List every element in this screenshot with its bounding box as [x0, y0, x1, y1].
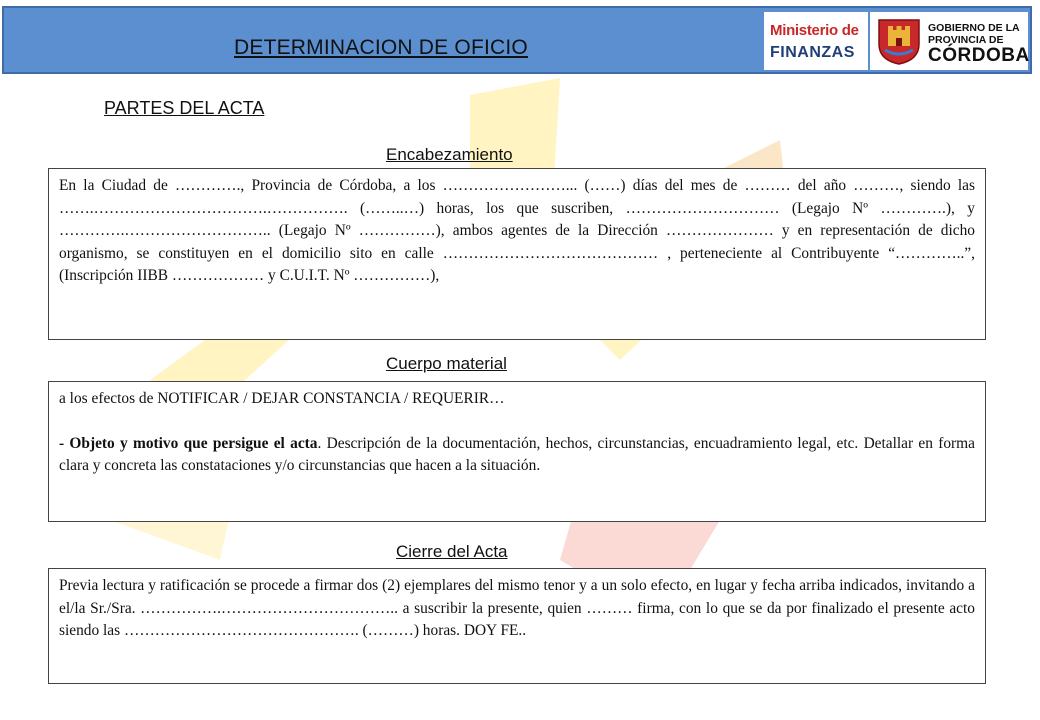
section-title-cuerpo: Cuerpo material	[386, 354, 507, 373]
section-title-cierre: Cierre del Acta	[396, 542, 508, 561]
logo-gobierno-line2: PROVINCIA DE	[928, 34, 1004, 46]
encabezamiento-text: En la Ciudad de …………., Provincia de Córdoba, a los ……………………... (……) días del mes de ……… del año ………, siendo las …….…………………………….……………. (……..…) horas, los que suscriben, ………………………… (Legajo Nº ………….), y ………….……………………….. (Legajo Nº ……………), ambos agentes de la Dirección ………………… y en representación de dicho organismo, se constituyen en el domicilio sito en calle …………………………………… , perteneciente al Contribuyente “…………..”, (Inscripción IIBB ……………… y C.U.I.T. Nº ……………),	[59, 177, 975, 285]
section-title-encabezamiento: Encabezamiento	[386, 145, 513, 164]
cuerpo-line1: a los efectos de NOTIFICAR / DEJAR CONSTANCIA / REQUERIR…	[59, 390, 505, 407]
page-heading: PARTES DEL ACTA	[104, 98, 265, 118]
gobierno-cordoba-logo	[870, 12, 1028, 70]
cierre-box	[48, 568, 986, 684]
logo-ministerio-line1: Ministerio de	[770, 22, 859, 39]
cordoba-shield-icon	[875, 16, 923, 66]
cierre-text: Previa lectura y ratificación se procede a firmar dos (2) ejemplares del mismo tenor y a un solo efecto, en lugar y fecha arriba indicados, invitando a el/la Sr./Sra. …………….…………………………….. a suscribir la presente, quien ……… firma, con lo que se da por finalizado el presente acto siendo las ………………………………………. (………) horas. DOY FE..	[59, 577, 975, 640]
logo-gobierno-line1: GOBIERNO DE LA	[928, 22, 1020, 34]
header-title: DETERMINACION DE OFICIO	[234, 36, 528, 59]
ministerio-finanzas-logo	[764, 12, 868, 70]
logo-gobierno-line3: CÓRDOBA	[928, 45, 1030, 66]
cuerpo-paragraph	[59, 433, 975, 478]
cuerpo-box	[48, 381, 986, 522]
cuerpo-bold-lead: - Objeto y motivo que persigue el acta	[59, 434, 318, 452]
logo-ministerio-line2: FINANZAS	[770, 44, 855, 61]
cuerpo-rest: . Descripción de la documentación, hechos, circunstancias, encuadramiento legal, etc. Detallar en forma clara y concreta las constataciones y/o circunstancias que hacen a la situación.	[59, 434, 975, 475]
encabezamiento-box	[48, 168, 986, 340]
